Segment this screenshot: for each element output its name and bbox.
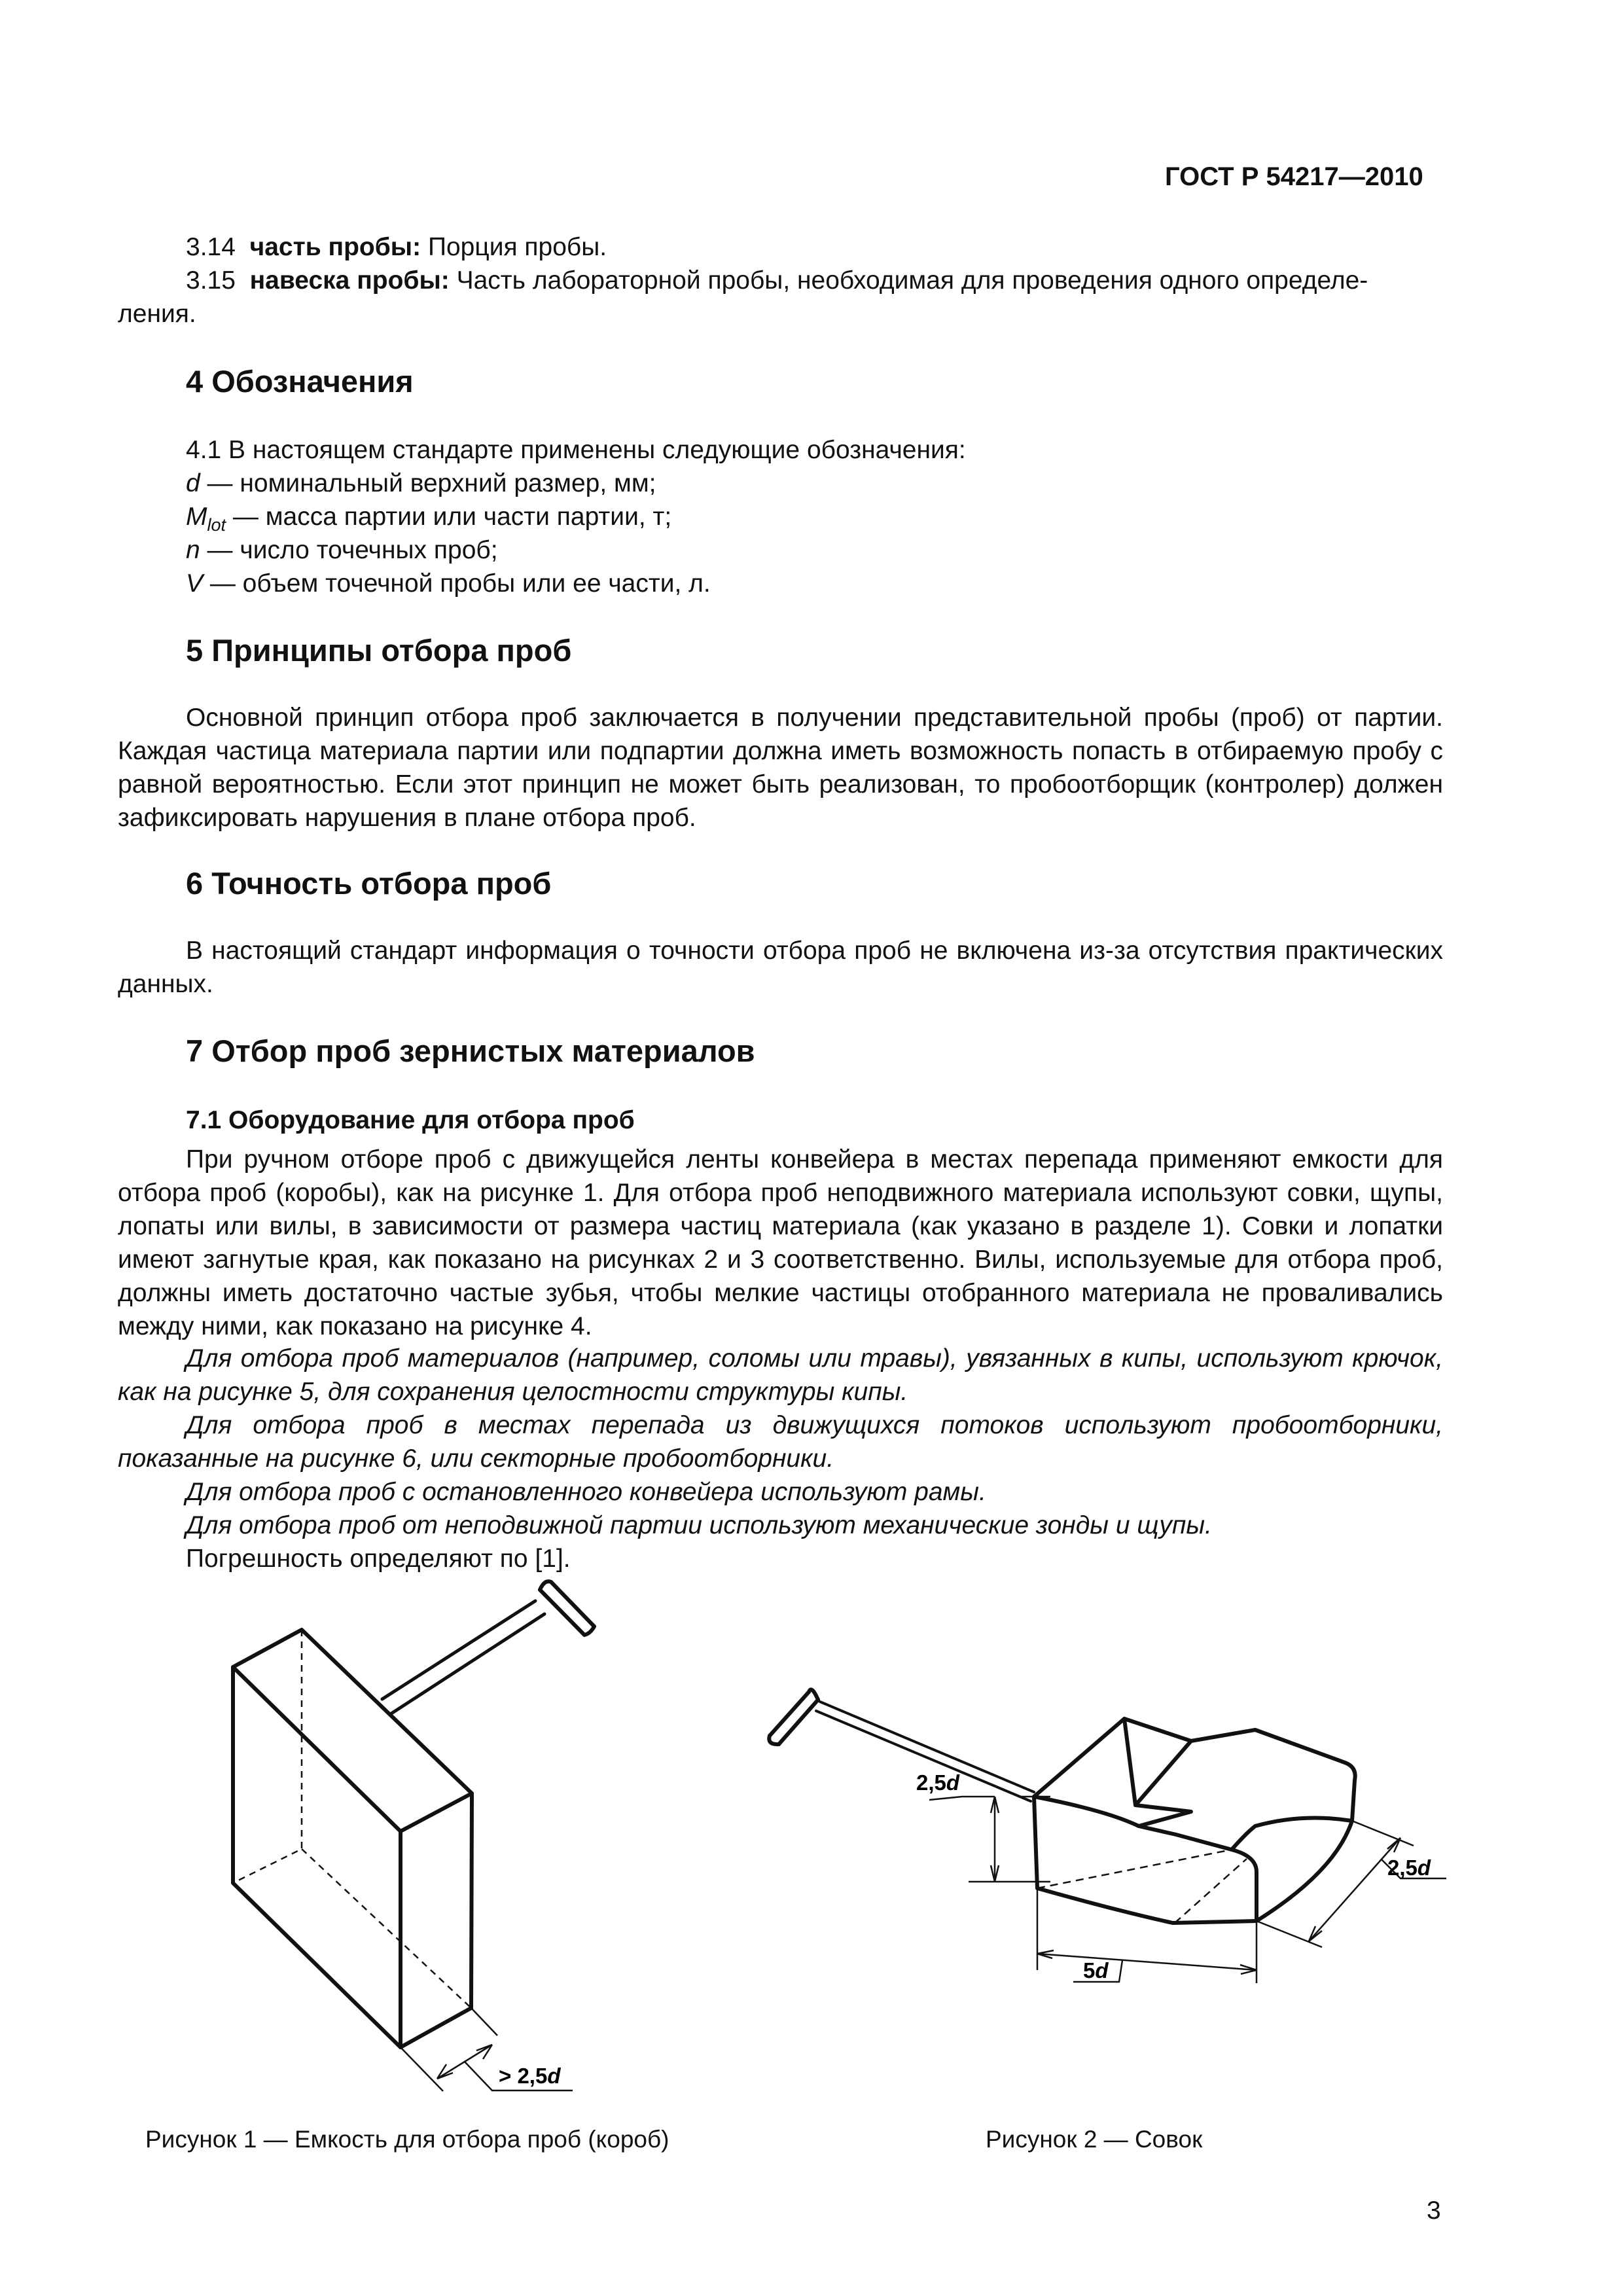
definition-text: Часть лабораторной пробы, необходимая для проведения одного определе- (449, 266, 1368, 295)
section-4-intro: 4.1 В настоящем стандарте применены следующие обозначения: (186, 436, 966, 464)
section-5-text: Основной принцип отбора проб заключается в получении представительной пробы (проб) от партии. Каждая частица материала партии или подпартии должна иметь возможность попасть в отбираемую пробу с равной вероятностью. Если этот принцип не может быть реализован, то пробоотборщик (контролер) должен зафиксировать нарушения в плане отбора проб. (118, 704, 1443, 832)
figure-2-drawing (753, 1649, 1453, 2003)
definition-number: 3.14 (186, 233, 236, 261)
symbol-desc: — номинальный верхний размер, мм; (200, 469, 656, 497)
section-7-paragraph-5: Для отбора проб от неподвижной партии используют механические зонды и щупы. (186, 1511, 1212, 1539)
section-5-title: 5 Принципы отбора проб (186, 633, 572, 668)
section-6-title: 6 Точность отбора проб (186, 866, 552, 901)
definition-term: часть пробы: (249, 233, 421, 261)
section-6-text: В настоящий стандарт информация о точности отбора проб не включена из-за отсутствия практических данных. (118, 937, 1443, 998)
page-number: 3 (1427, 2197, 1441, 2225)
symbol-desc: — число точечных проб; (200, 536, 498, 564)
definition-3-15 (186, 264, 1443, 297)
section-7-paragraph-4: Для отбора проб с остановленного конвейера используют рамы. (186, 1478, 986, 1506)
symbol: d (186, 469, 200, 497)
figure-1-drawing (216, 1571, 635, 2088)
symbol-item-v (186, 567, 711, 600)
definition-continuation: ления. (118, 300, 196, 328)
symbol: n (186, 536, 200, 564)
section-7-paragraph-1: При ручном отборе проб с движущейся ленты конвейера в местах перепада применяют емкости для отбора проб (коробы), как на рисунке 1. Для отбора проб неподвижного материала используют совки, щупы, лопаты или вилы, в зависимости от размера частиц материала (как указано в разделе 1). Совки и лопатки имеют загнутые края, как показано на рисунках 2 и 3 соответственно. Вилы, используемые для отбора проб, должны иметь достаточно частые зубья, чтобы мелкие частицы отобранного материала не проваливались между ними, как показано на рисунке 4. (118, 1145, 1443, 1340)
section-7-paragraph-6: Погрешность определяют по [1]. (186, 1545, 571, 1573)
symbol-desc: — масса партии или части партии, т; (226, 503, 672, 531)
figure-1-caption: Рисунок 1 — Емкость для отбора проб (короб) (145, 2126, 669, 2153)
definition-term: навеска пробы: (249, 266, 450, 295)
figure-1-dimension-label: > 2,5d (499, 2064, 561, 2088)
definition-text: Порция пробы. (421, 233, 607, 261)
symbol: M (186, 503, 207, 531)
section-7-paragraph-2: Для отбора проб материалов (например, соломы или травы), увязанных в кипы, используют крючок, как на рисунке 5, для сохранения целостности структуры кипы. (118, 1344, 1443, 1406)
symbol: V (186, 569, 204, 598)
figure-2-length-label: 5d (1083, 1958, 1109, 1982)
symbol-item-n (186, 533, 498, 567)
section-7-paragraph-3: Для отбора проб в местах перепада из движущихся потоков используют пробоотборники, показанные на рисунке 6, или секторные пробоотборники. (118, 1411, 1443, 1473)
figure-2-caption: Рисунок 2 — Совок (986, 2126, 1203, 2153)
figure-2-width-label: 2,5d (1387, 1856, 1431, 1880)
definition-number: 3.15 (186, 266, 236, 295)
section-4-title: 4 Обозначения (186, 364, 414, 399)
figure-2-height-label: 2,5d (916, 1770, 960, 1795)
document-id: ГОСТ Р 54217—2010 (1165, 162, 1423, 191)
symbol-desc: — объем точечной пробы или ее части, л. (203, 569, 711, 598)
definition-3-14 (186, 230, 607, 264)
symbol-subscript: lot (207, 514, 226, 535)
symbol-item-d (186, 467, 656, 500)
section-7-title: 7 Отбор проб зернистых материалов (186, 1033, 755, 1068)
subsection-7-1-title: 7.1 Оборудование для отбора проб (186, 1106, 635, 1134)
